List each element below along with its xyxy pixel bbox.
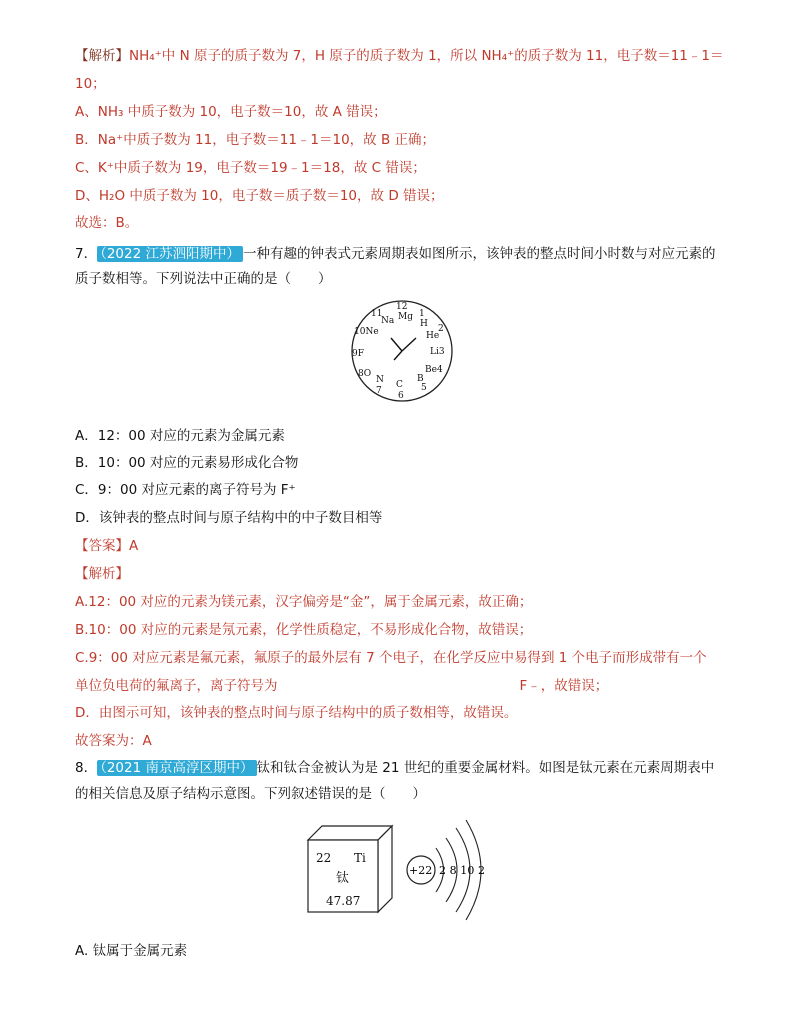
clock-label-1: 1: [419, 309, 425, 319]
clock-label-li3: Li3: [430, 347, 445, 357]
q7-stem-line1: [75, 244, 716, 264]
q8-stem-line1: [75, 758, 714, 778]
q7-explain-a: A.12：00 对应的元素为镁元素，汉字偏旁是“金”，属于金属元素，故正确；: [75, 594, 533, 610]
ti-shell-electrons: 2 8 10 2: [439, 864, 485, 877]
clock-label-n: N: [376, 375, 384, 385]
ti-atomic-mass: 47.87: [326, 894, 361, 908]
q7-stem: 一种有趣的钟表式元素周期表如图所示，该钟表的整点时间小时数与对应元素的: [243, 246, 716, 262]
q6-choice: 故选：B。: [75, 215, 139, 231]
clock-label-h: H: [420, 319, 428, 329]
ti-name: 钛: [336, 871, 350, 886]
clock-label-7: 7: [376, 386, 382, 396]
q7-final-answer: 故答案为：A: [75, 733, 152, 749]
clock-label-6: 6: [398, 391, 404, 401]
q6-analysis-c: C、K⁺中质子数为 19，电子数＝19﹣1＝18，故 C 错误；: [75, 160, 426, 176]
q7-source-tag[interactable]: （2022 江苏泗阳期中）: [97, 246, 243, 262]
q8-option-a[interactable]: A. 钛属于金属元素: [75, 943, 188, 959]
clock-label-c: C: [396, 380, 403, 390]
q8-number: 8．: [75, 760, 98, 776]
q7-answer: 【答案】A: [75, 538, 139, 554]
q7-option-c[interactable]: C．9：00 对应元素的离子符号为 F⁺: [75, 482, 296, 498]
ti-symbol: Ti: [354, 851, 366, 865]
clock-label-12: 12: [396, 302, 408, 312]
q6-analysis-b: B．Na⁺中质子数为 11，电子数＝11﹣1＝10，故 B 正确；: [75, 132, 436, 148]
q7-analysis-head: 【解析】: [75, 566, 129, 582]
clock-label-he: He: [426, 331, 440, 341]
q8-source-tag[interactable]: （2021 南京高淳区期中）: [97, 760, 256, 776]
ti-atomic-number: 22: [316, 851, 332, 865]
q7-stem-line2: 质子数相等。下列说法中正确的是（ ）: [75, 271, 332, 287]
q6-analysis-d: D、H₂O 中质子数为 10，电子数＝质子数＝10，故 D 错误；: [75, 188, 444, 204]
q7-explain-d: D．由图示可知，该钟表的整点时间与原子结构中的质子数相等，故错误。: [75, 705, 518, 721]
clock-label-11: 11: [371, 309, 383, 319]
clock-periodic-table-figure: [346, 298, 458, 406]
q7-explain-c: C.9：00 对应元素是氟元素，氟原子的最外层有 7 个电子，在化学反应中易得到 1 个电子而形成带有一个: [75, 650, 707, 666]
ti-nuclear-charge: +22: [409, 864, 433, 877]
q6-analysis-line1: 【解析】NH₄⁺中 N 原子的质子数为 7，H 原子的质子数为 1，所以 NH₄⁺的质子数为 11，电子数＝11﹣1＝: [75, 48, 724, 64]
q8-stem: 钛和钛合金被认为是 21 世纪的重要金属材料。如图是钛元素在元素周期表中: [256, 760, 715, 776]
q7-option-a[interactable]: A．12：00 对应的元素为金属元素: [75, 428, 285, 444]
q7-explain-b: B.10：00 对应的元素是氖元素，化学性质稳定，不易形成化合物，故错误；: [75, 622, 533, 638]
titanium-figure: [306, 812, 496, 922]
clock-label-5: 5: [421, 383, 427, 393]
q7-number: 7．: [75, 246, 98, 262]
clock-label-9f: 9F: [352, 349, 364, 359]
clock-label-na: Na: [381, 316, 395, 326]
clock-label-8o: 8O: [358, 369, 372, 379]
q7-explain-c-cont: 单位负电荷的氟离子，离子符号为 F﹣，故错误；: [75, 678, 609, 694]
q8-stem-line2: 的相关信息及原子结构示意图。下列叙述错误的是（ ）: [75, 786, 426, 802]
clock-label-mg: Mg: [398, 312, 413, 322]
q7-option-b[interactable]: B．10：00 对应的元素易形成化合物: [75, 455, 299, 471]
clock-label-10ne: 10Ne: [354, 327, 379, 337]
q6-analysis-line1b: 10；: [75, 76, 106, 92]
q7-option-d[interactable]: D．该钟表的整点时间与原子结构中的中子数目相等: [75, 510, 383, 526]
q6-analysis-a: A、NH₃ 中质子数为 10，电子数＝10，故 A 错误；: [75, 104, 387, 120]
clock-label-b: B: [417, 374, 424, 384]
clock-label-2: 2: [438, 324, 444, 334]
clock-label-be4: Be4: [425, 365, 443, 375]
